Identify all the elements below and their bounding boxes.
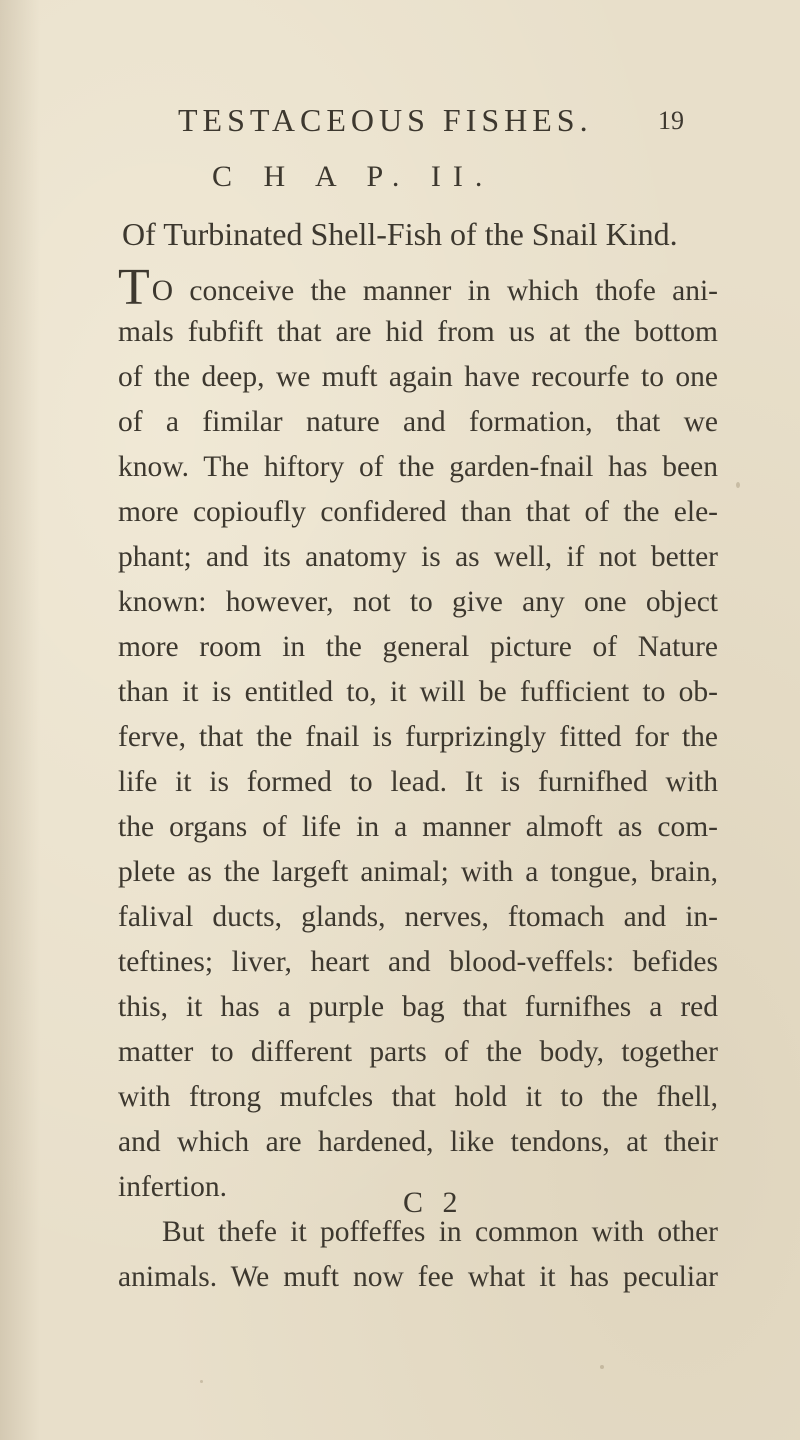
text-line: of a fimilar nature and formation, that we xyxy=(118,406,718,438)
text-line: this, it has a purple bag that furnifhes a red xyxy=(118,991,718,1023)
page-gutter-shadow xyxy=(0,0,40,1440)
text-line: more room in the general picture of Nature xyxy=(118,631,718,663)
text-line: mals fubfift that are hid from us at the bottom xyxy=(118,316,718,348)
running-head-title: TESTACEOUS FISHES. xyxy=(178,102,593,138)
text-line: than it is entitled to, it will be fufficient to ob- xyxy=(118,676,718,708)
foxing-spot xyxy=(600,1365,604,1369)
text-line: matter to different parts of the body, together xyxy=(118,1036,718,1068)
text-line: falival ducts, glands, nerves, ftomach and in- xyxy=(118,901,718,933)
body-text xyxy=(118,259,718,1300)
drop-cap: T xyxy=(118,259,150,316)
text-line: animals. We muft now fee what it has peculiar xyxy=(118,1261,718,1293)
foxing-spot xyxy=(200,1380,203,1383)
text-line: But thefe it poffeffes in common with other xyxy=(162,1216,718,1248)
page-number: 19 xyxy=(658,106,684,135)
text-line: the organs of life in a manner almoft as com- xyxy=(118,811,718,843)
text-line: known: however, not to give any one object xyxy=(118,586,718,618)
chapter-heading: C H A P. II. xyxy=(212,160,495,193)
text-line: with ftrong mufcles that hold it to the fhell, xyxy=(118,1081,718,1113)
text-line: plete as the largeft animal; with a tongue, brain, xyxy=(118,856,718,888)
signature-mark: C 2 xyxy=(403,1186,464,1219)
running-head xyxy=(178,102,718,139)
text-line: infertion. xyxy=(118,1171,227,1203)
text-line: know. The hiftory of the garden-fnail has been xyxy=(118,451,718,483)
chapter-title: Of Turbinated Shell-Fish of the Snail Kind. xyxy=(122,216,678,252)
text-line: of the deep, we muft again have recourfe to one xyxy=(118,361,718,393)
text-line: teftines; liver, heart and blood-veffels: befides xyxy=(118,946,718,978)
text-line: life it is formed to lead. It is furnifhed with xyxy=(118,766,718,798)
text-line: ferve, that the fnail is furprizingly fitted for the xyxy=(118,721,718,753)
text-line: and which are hardened, like tendons, at their xyxy=(118,1126,718,1158)
text-line: phant; and its anatomy is as well, if not better xyxy=(118,541,718,573)
text-line: more copioufly confidered than that of the ele- xyxy=(118,496,718,528)
foxing-spot xyxy=(736,482,740,488)
text-line: TO conceive the manner in which thofe ani- xyxy=(118,259,718,316)
